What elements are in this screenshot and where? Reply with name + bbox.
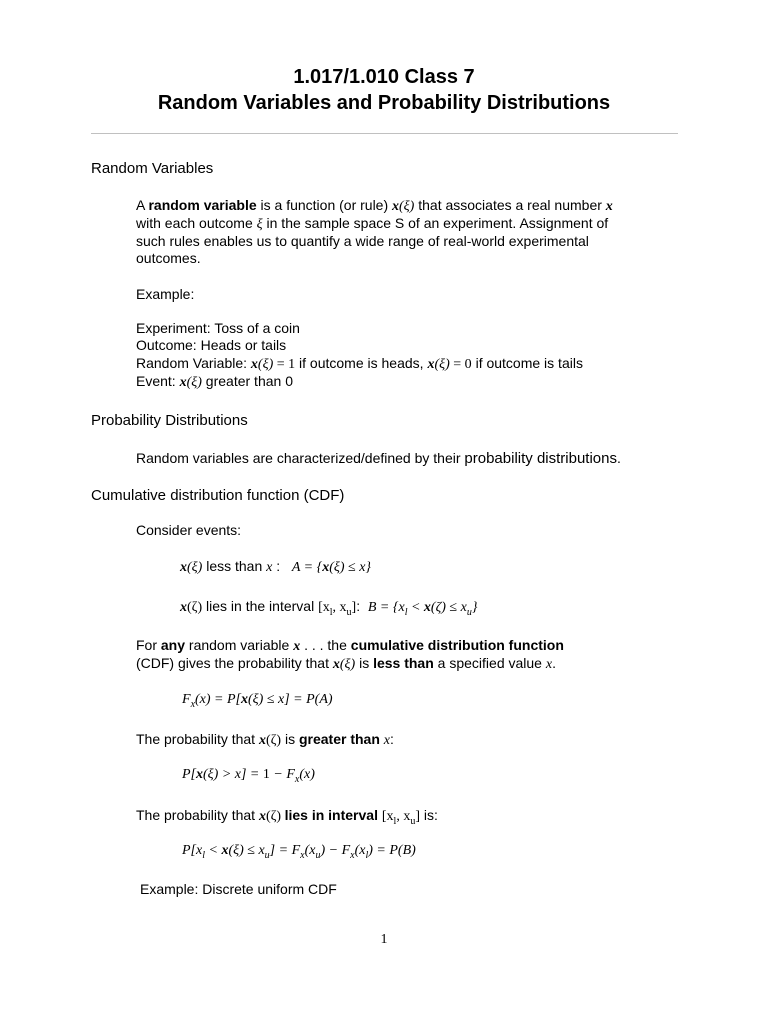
for-any-line: For any random variable x . . . the cumulative distribution function (136, 637, 564, 654)
interval-line: The probability that x(ζ) lies in interval [$x_l$, $x_u$] is: (136, 807, 438, 827)
horizontal-rule (91, 133, 678, 134)
math-x-xi: x (392, 199, 400, 214)
example-label: Example: (136, 286, 195, 302)
cdf-definition-line: (CDF) gives the probability that x(ξ) is less than a specified value x. (136, 655, 556, 672)
rv-paragraph-line-3: such rules enables us to quantify a wide range of real-world experimental (136, 233, 589, 249)
event-line: Event: x(ξ) greater than 0 (136, 373, 293, 390)
rv-paragraph-line-4: outcomes. (136, 250, 201, 266)
experiment-line: Experiment: Toss of a coin (136, 320, 300, 336)
random-variable-line: Random Variable: x(ξ) = 1 if outcome is heads, x(ξ) = 0 if outcome is tails (136, 355, 583, 372)
consider-events: Consider events: (136, 522, 242, 538)
equation-cdf: $F_x(x) = P[x(\xi) \le x] = P(A)$ (182, 692, 333, 710)
term-random-variable: random variable (148, 197, 257, 213)
heading-cdf: Cumulative distribution function (CDF) (91, 487, 345, 504)
rv-paragraph-line-1: A random variable is a function (or rule) x(ξ) that associates a real number x (136, 197, 613, 214)
page-number: 1 (380, 932, 388, 947)
greater-than-line: The probability that x(ζ) is greater than x: (136, 731, 394, 748)
equation-greater-than: $P[x(\xi) > x] = 1 - F_x(x)$ (182, 767, 315, 785)
title-line-2: Random Variables and Probability Distributions (157, 92, 611, 114)
outcome-line: Outcome: Heads or tails (136, 337, 287, 353)
event-a-line: x(ξ) less than x : A = {x(ξ) ≤ x} (180, 558, 372, 575)
event-b-line: x(ζ) lies in the interval [$x_l$, $x_u$]: $B = \{x_l < x(\zeta) \le x_u\}$ (180, 598, 478, 618)
rv-paragraph-line-2: with each outcome ξ in the sample space S of an experiment. Assignment of (136, 215, 609, 232)
example-discrete-uniform: Example: Discrete uniform CDF (140, 881, 337, 897)
heading-probability-distributions: Probability Distributions (91, 412, 248, 429)
title-line-1: 1.017/1.010 Class 7 (293, 66, 475, 88)
equation-interval: $P[x_l < x(\xi) \le x_u] = F_x(x_u) - F_x(x_l) = P(B)$ (182, 843, 416, 861)
heading-random-variables: Random Variables (91, 160, 214, 177)
pd-paragraph: Random variables are characterized/defined by their probability distributions. (136, 450, 621, 467)
